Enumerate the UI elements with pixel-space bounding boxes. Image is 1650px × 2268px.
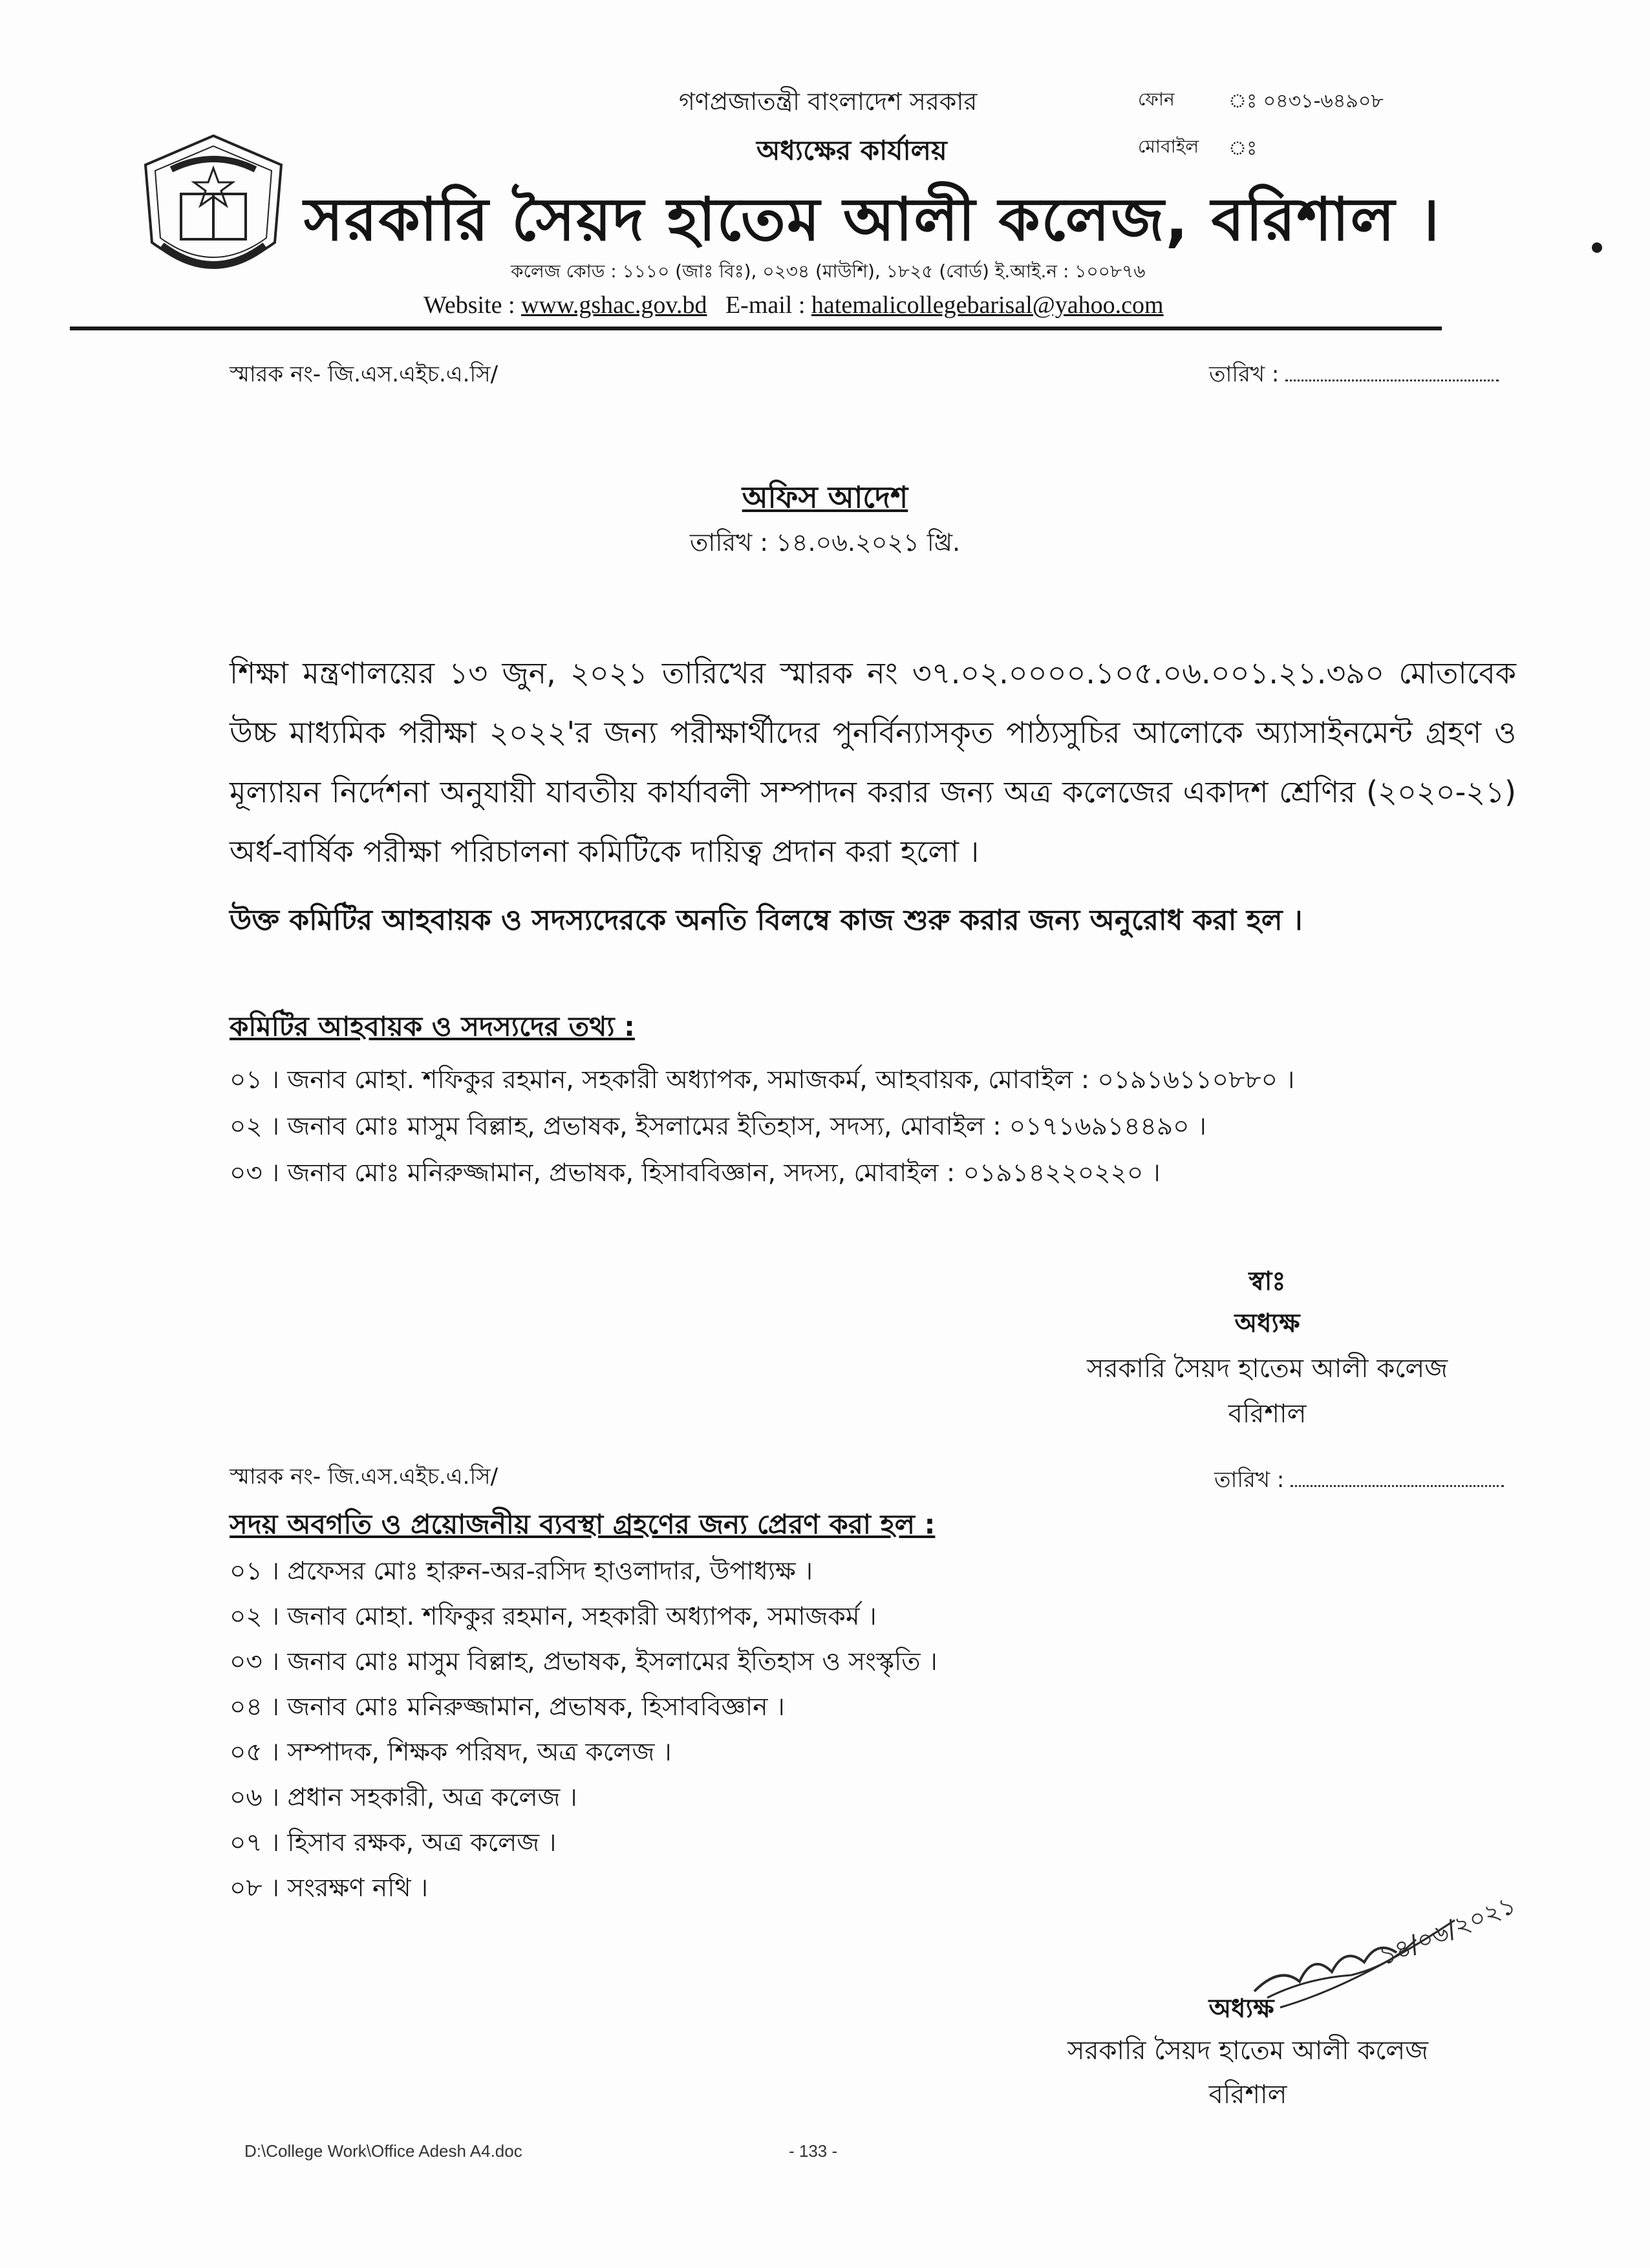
distribution-item: ০৩ । জনাব মোঃ মাসুম বিল্লাহ, প্রভাষক, ইসলামের ইতিহাস ও সংস্কৃতি । — [230, 1647, 938, 1676]
header-rule — [70, 326, 1442, 330]
signatory-city-2: বরিশাল — [1208, 2080, 1287, 2110]
distribution-item: ০২ । জনাব মোহা. শফিকুর রহমান, সহকারী অধ্যাপক, সমাজকর্ম । — [230, 1602, 877, 1631]
date-label: তারিখ : — [1209, 361, 1280, 387]
committee-member: ০১ । জনাব মোহা. শফিকুর রহমান, সহকারী অধ্যাপক, সমাজকর্ম, আহবায়ক, মোবাইল : ০১৯১৬১১০৮৮০ । — [230, 1065, 1295, 1095]
distribution-item: ০১ । প্রফেসর মোঃ হারুন-অর-রসিদ হাওলাদার, উপাধ্যক্ষ । — [230, 1557, 813, 1586]
email-link[interactable]: hatemalicollegebarisal@yahoo.com — [811, 292, 1164, 319]
distribution-item: ০৭ । হিসাব রক্ষক, অত্র কলেজ । — [230, 1828, 557, 1857]
contact-line — [423, 291, 1164, 319]
order-date: তারিখ : ১৪.০৬.২০২১ খ্রি. — [689, 528, 961, 557]
signatory-title: অধ্যক্ষ — [1234, 1309, 1300, 1338]
date-blank — [1291, 1468, 1504, 1487]
handwritten-date: ১৪/০৬/২০২১ — [1375, 1890, 1520, 1971]
ink-dot — [1592, 242, 1602, 253]
government-name: গণপ্রজাতন্ত্রী বাংলাদেশ সরকার — [679, 87, 978, 116]
order-title: অফিস আদেশ — [742, 480, 908, 515]
office-name: অধ্যক্ষের কার্যালয় — [756, 134, 947, 166]
distribution-item: ০৬ । প্রধান সহকারী, অত্র কলেজ । — [230, 1783, 577, 1812]
page-number: - 133 - — [789, 2141, 838, 2161]
committee-member: ০২ । জনাব মোঃ মাসুম বিল্লাহ, প্রভাষক, ইসলামের ইতিহাস, সদস্য, মোবাইল : ০১৭১৬৯১৪৪৯০ । — [230, 1112, 1206, 1141]
signatory-college: সরকারি সৈয়দ হাতেম আলী কলেজ — [1087, 1354, 1448, 1384]
phone-label: ফোন — [1138, 89, 1175, 110]
college-codes: কলেজ কোড : ১১১০ (জাঃ বিঃ), ০২৩৪ (মাউশি), ১৮২৫ (বোর্ড) ই.আই.ন : ১০০৮৭৬ — [511, 261, 1146, 282]
committee-heading: কমিটির আহবায়ক ও সদস্যদের তথ্য : — [230, 1011, 635, 1042]
date-blank — [1285, 363, 1499, 381]
mobile-value: ঃ — [1228, 137, 1258, 160]
committee-member: ০৩ । জনাব মোঃ মনিরুজ্জামান, প্রভাষক, হিসাববিজ্ঞান, সদস্য, মোবাইল : ০১৯১৪২২০২২০ । — [230, 1159, 1161, 1188]
order-request: উক্ত কমিটির আহবায়ক ও সদস্যদেরকে অনতি বিলম্বে কাজ শুরু করার জন্য অনুরোধ করা হল । — [230, 904, 1303, 937]
date-label: তারিখ : — [1214, 1467, 1285, 1493]
signatory-title-2: অধ্যক্ষ — [1208, 1994, 1274, 2024]
memo-number: স্মারক নং- জি.এস.এইচ.এ.সি/ — [230, 361, 498, 387]
memo-date — [1209, 358, 1499, 394]
signatory-college-2: সরকারি সৈয়দ হাতেম আলী কলেজ — [1067, 2036, 1428, 2066]
memo-date-bottom — [1214, 1463, 1504, 1500]
college-seal-icon — [136, 129, 291, 291]
phone-value: ঃ ০৪৩১-৬৪৯০৮ — [1228, 90, 1384, 112]
order-paragraph: শিক্ষা মন্ত্রণালয়ের ১৩ জুন, ২০২১ তারিখের স্মারক নং ৩৭.০২.০০০০.১০৫.০৬.০০১.২১.৩৯০ মোতাবেক উচ্চ মাধ্যমিক পরীক্ষা ২০২২'র জন্য পরীক্ষার্থীদের পুনর্বিন্যাসকৃত পাঠ্যসুচির আলোকে অ্যাসাইনমেন্ট গ্রহণ ও মূল্যায়ন নির্দেশনা অনুযায়ী যাবতীয় কার্যাবলী সম্পাদন করার জন্য অত্র কলেজের একাদশ শ্রেণির (২০২০-২১) অর্ধ-বার্ষিক পরীক্ষা পরিচালনা কমিটিকে দায়িত্ব প্রদান করা হলো । — [230, 656, 1516, 869]
distribution-item: ০৫ । সম্পাদক, শিক্ষক পরিষদ, অত্র কলেজ । — [230, 1738, 672, 1767]
distribution-item: ০৪ । জনাব মোঃ মনিরুজ্জামান, প্রভাষক, হিসাববিজ্ঞান । — [230, 1693, 785, 1722]
mobile-label: মোবাইল — [1138, 136, 1199, 157]
website-link[interactable]: www.gshac.gov.bd — [521, 292, 707, 319]
file-path: D:\College Work\Office Adesh A4.doc — [244, 2141, 522, 2161]
memo-number-bottom: স্মারক নং- জি.এস.এইচ.এ.সি/ — [230, 1464, 498, 1490]
email-label: E-mail : — [725, 292, 811, 319]
signatory-city: বরিশাল — [1228, 1399, 1307, 1429]
website-label: Website : — [423, 292, 522, 319]
signed-mark: স্বাঃ — [1248, 1267, 1286, 1296]
distribution-heading: সদয় অবগতি ও প্রয়োজনীয় ব্যবস্থা গ্রহণের জন্য প্রেরণ করা হল : — [230, 1508, 936, 1540]
distribution-item: ০৮ । সংরক্ষণ নথি । — [230, 1874, 429, 1903]
college-name: সরকারি সৈয়দ হাতেম আলী কলেজ, বরিশাল । — [304, 185, 1441, 254]
